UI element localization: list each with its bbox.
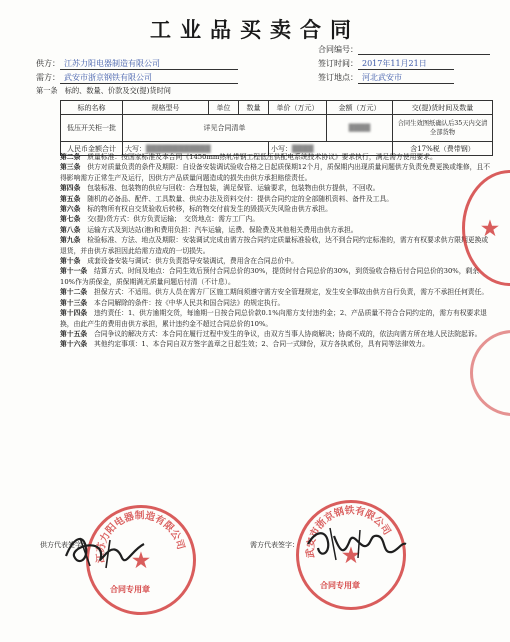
clause-heading: 第十一条 [60, 267, 88, 276]
total-lower-prefix: 小写： [271, 144, 292, 153]
clause-heading: 第十四条 [60, 309, 88, 318]
col-header: 标的名称 [61, 101, 123, 115]
clause-text: 本合同解除的条件：按《中华人民共和国合同法》的规定执行。 [93, 298, 285, 307]
clause-heading: 第八条 [60, 225, 81, 234]
clause-item [60, 152, 492, 162]
clause-text: 结算方式、时间及地点：合同生效后预付合同总价的30%，提货时付合同总价的30%，到货验收合格后付合同总价的30%，剩余10%作为质保金，质保期满无质量问题后付清（不计息）。 [60, 267, 480, 286]
clause-text: 其他约定事项：1、本合同自双方签字盖章之日起生效；2、合同一式肆份，双方各执贰份，具有同等法律效力。 [93, 340, 429, 349]
col-header: 单位 [209, 101, 239, 115]
clause-text: 包装标准、包装物的供应与回收：合理包装，满足保管、运输要求，包装物由供方提供，不回收。 [87, 184, 380, 193]
buyer-name: 武安市浙京钢铁有限公司 [60, 72, 238, 84]
seller-seal-text: 江苏力阳电器制造有限公司 [95, 510, 186, 564]
clause-item [60, 266, 492, 287]
seal-star-icon: ★ [342, 543, 360, 567]
clause-text: 成套设备安装与调试：供方负责指导安装调试，费用含在合同总价中。 [87, 257, 298, 266]
goods-delivery [393, 115, 493, 142]
clause-text: 检验标准、方法、地点及期限：安装调试完成由需方按合同约定质量标准验收，达不到合同约定标准的，需方有权要求供方限期更换或退货，并由供方承担因此给需方造成的一切损失。 [60, 236, 489, 255]
seller-name: 江苏力阳电器制造有限公司 [60, 58, 238, 70]
seal-star-icon: ★ [481, 216, 499, 240]
seal-star-icon: ★ [132, 548, 150, 572]
clause-item [60, 162, 492, 183]
clause-heading: 第十五条 [60, 329, 88, 338]
col-header: 数量 [239, 101, 269, 115]
seller-signature [60, 526, 150, 572]
sign-date-label: 签订时间： [318, 59, 358, 68]
clause1-title: 第一条 标的、数量、价款及交(提)货时间 [36, 86, 171, 95]
total-upper: ████████████ [146, 144, 211, 153]
clause-text: 担保方式：不适用。供方人员在需方厂区施工期间须遵守需方安全管理规定，发生安全事故由供方自行负责，需方不承担任何责任。 [93, 288, 489, 297]
sign-place: 河北武安市 [358, 72, 454, 84]
clause-item [60, 287, 492, 297]
clause-item [60, 329, 492, 339]
total-upper-prefix: 大写： [125, 144, 146, 153]
col-header: 交(提)货时间及数量 [393, 101, 493, 115]
clause-text: 交(提)货方式：供方负责运输； 交货地点：需方工厂内。 [87, 215, 260, 224]
total-lower: ████ [292, 144, 314, 153]
clause-item [60, 235, 492, 256]
clause-heading: 第五条 [60, 194, 81, 203]
clause-text: 违约责任：1、供方逾期交货，每逾期一日按合同总价款0.1%向需方支付违约金；2、产品质量不符合合同约定的，需方有权要求退换，由此产生的费用由供方承担，累计违约金不超过合同总价的10%。 [60, 309, 487, 328]
clauses-list [60, 152, 492, 350]
buyer-seal-text: 武安市浙京钢铁有限公司 [305, 505, 393, 559]
clause-item [60, 308, 492, 329]
clause-text: 运输方式及到达站(港)和费用负担：汽车运输，运费、保险费及其他相关费用由供方承担。 [87, 225, 358, 234]
goods-header-row [61, 101, 493, 115]
goods-table [60, 100, 493, 156]
buyer-label: 需方： [36, 73, 60, 82]
clause-item [60, 298, 492, 308]
clause-heading: 第十六条 [60, 340, 88, 349]
clause-item [60, 339, 492, 349]
goods-name: 低压开关柜一批 [61, 115, 123, 142]
clause-heading: 第十二条 [60, 288, 88, 297]
clause-text: 合同争议的解决方式：本合同在履行过程中发生的争议，由双方当事人协商解决；协商不成的，依法向需方所在地人民法院起诉。 [93, 329, 482, 338]
seller-sign-label: 供方代表签字： [40, 541, 89, 549]
clause-heading: 第四条 [60, 184, 81, 193]
contract-no-label: 合同编号： [318, 45, 358, 54]
total-label: 人民币金额合计 [61, 142, 123, 156]
contract-no [318, 44, 358, 55]
clause-text: 随机的必备品、配件、工具数量、供应办法及资料交付：提供合同约定的全部随机资料、备件及工具。 [87, 194, 394, 203]
clause-heading: 第十条 [60, 257, 81, 266]
clause-heading: 第三条 [60, 163, 81, 172]
goods-amount: ████ [327, 115, 393, 142]
clause-heading: 第九条 [60, 236, 81, 245]
buyer-signature [300, 522, 410, 566]
goods-delivery-text: 合同生效图纸确认后35天内交清全部货物 [397, 120, 488, 136]
seller-seal-caption: 合同专用章 [110, 584, 150, 594]
tax-note: 含17%税（费带钢） [393, 142, 493, 156]
seller-label: 供方： [36, 59, 60, 68]
clause-item [60, 194, 492, 204]
col-header: 金额（万元） [327, 101, 393, 115]
clause-heading: 第七条 [60, 215, 81, 224]
clause-item [60, 225, 492, 235]
sign-place-row [318, 72, 454, 84]
clause-item [60, 256, 492, 266]
page-title: 工业品买卖合同 [150, 17, 360, 42]
buyer-seal-caption: 合同专用章 [320, 580, 360, 590]
goods-spec: 详见合同清单 [123, 115, 327, 142]
clause-item [60, 183, 492, 193]
clause-heading: 第二条 [60, 153, 81, 161]
sign-place-label: 签订地点： [318, 73, 358, 82]
seller-row [36, 58, 238, 70]
contract-no-underline [358, 54, 490, 55]
clause-item [60, 204, 492, 214]
clause-text: 质量标准：按国家标准及本合同《1450mm热轧带钢工程低压供配电系统技术协议》要求执行，满足需方使用要求。 [87, 153, 437, 161]
col-header: 规格型号 [123, 101, 209, 115]
sign-date-row [318, 58, 454, 70]
clause-text: 供方对质量负责的条件及期限：自设备安装调试验收合格之日起质保期12个月，质保期内出现质量问题供方负责免费更换或维修，且不得影响需方正常生产及运行，因供方产品质量问题造成的损失由供方承担赔偿责任。 [60, 163, 491, 182]
col-header: 单价（万元） [269, 101, 327, 115]
sign-date: 2017年11月21日 [358, 58, 454, 70]
buyer-sign-label: 需方代表签字： [250, 541, 299, 549]
clause-item [60, 214, 492, 224]
clause-heading: 第十三条 [60, 298, 88, 307]
clause-heading: 第六条 [60, 205, 81, 214]
clause-text: 标的物所有权自交货验收后转移，标的物交付前发生的毁损灭失风险由供方承担。 [87, 205, 332, 214]
buyer-row [36, 72, 238, 84]
